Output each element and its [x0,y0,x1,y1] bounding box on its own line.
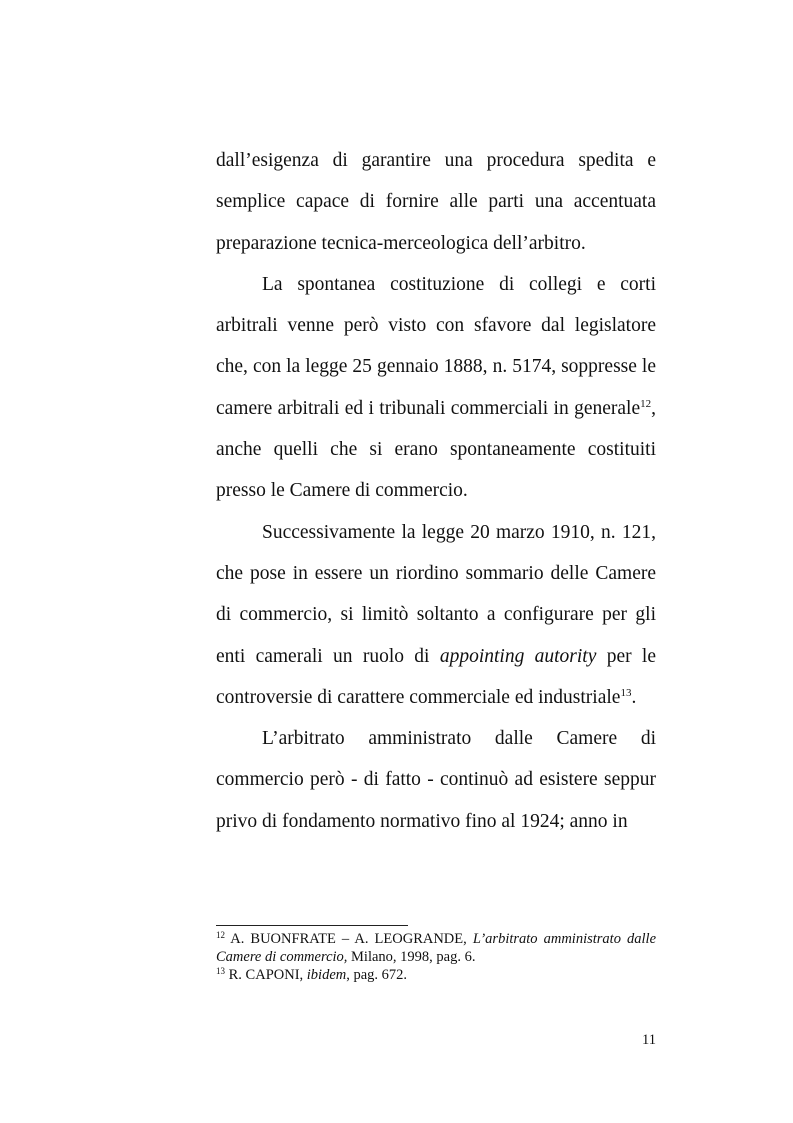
footnotes [216,930,656,984]
footnote-12 [216,930,656,966]
paragraph-3-end: . [631,686,637,708]
footnote-rest: , pag. 672. [346,967,408,983]
page-number: 11 [642,1032,656,1048]
footnote-number: 12 [216,930,225,940]
footnote-separator [216,925,408,926]
body-text [216,140,656,842]
paragraph-3-rest: per le controversie di carattere commerciale ed industriale [216,645,657,708]
paragraph-4: L’arbitrato amministrato dalle Camere di commercio però - di fatto - continuò ad esistere seppur privo di fondamento normativo fino al 1924; anno in [216,728,656,832]
footnote-ref-13: 13 [620,686,632,699]
paragraph-3 [216,512,656,718]
paragraph-2 [216,264,656,512]
paragraph-3-text: Successivamente la legge 20 marzo 1910, n. 121, che pose in essere un riordino sommario delle Camere di commercio, si limitò soltanto a configurare per gli enti camerali un ruolo di [216,521,656,667]
footnote-title: ibidem [306,967,347,983]
paragraph-3-italic: appointing autority [439,645,597,667]
footnote-number: 13 [216,966,225,976]
paragraph-2-text: La spontanea costituzione di collegi e corti arbitrali venne però visto con sfavore dal legislatore che, con la legge 25 gennaio 1888, n. 5174, soppresse le camere arbitrali ed i tribunali commerciali in generale [216,273,656,419]
footnote-ref-12: 12 [640,397,652,410]
footnote-author: R. CAPONI, [225,967,307,983]
footnote-author: A. BUONFRATE – A. LEOGRANDE, [225,931,473,947]
footnote-13 [216,966,656,984]
paragraph-1: dall’esigenza di garantire una procedura spedita e semplice capace di fornire alle parti una accentuata preparazione tecnica-merceologica dell’arbitro. [216,150,656,254]
paragraph-2-rest: , anche quelli che si erano spontaneamente costituiti presso le Camere di commercio. [216,397,656,502]
footnote-rest: Milano, 1998, pag. 6. [347,949,476,965]
footnote-title: L’arbitrato amministrato dalle Camere di commercio, [216,931,657,965]
